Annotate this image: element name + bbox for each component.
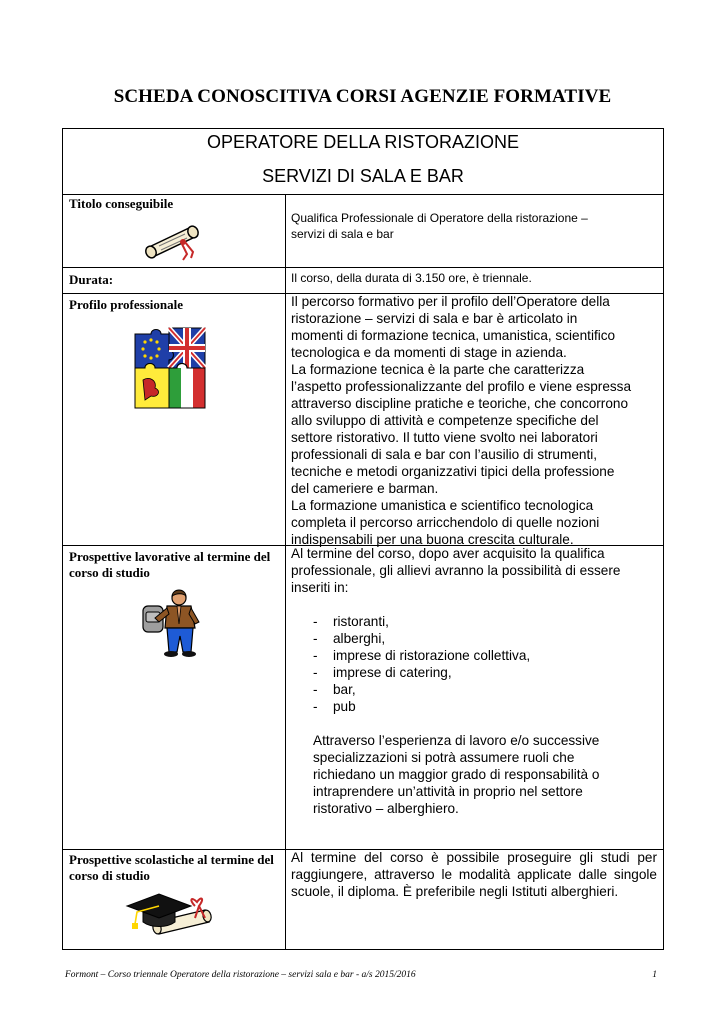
label-titolo: Titolo conseguibile bbox=[69, 196, 174, 211]
course-name: OPERATORE DELLA RISTORAZIONE bbox=[206, 132, 520, 152]
lavorative-list bbox=[313, 613, 657, 715]
list-item: - ristoranti, bbox=[313, 613, 657, 630]
scolastiche-content: Al termine del corso è possibile proseguire gli studi per raggiungere, attraverso le modalità applicate dalle singole scuole, il diploma. È preferibile negli Istituti alberghieri. bbox=[291, 850, 657, 899]
page-number: 1 bbox=[652, 970, 657, 980]
row-profilo bbox=[63, 294, 663, 546]
student-backpack-icon bbox=[139, 588, 211, 660]
page-footer bbox=[65, 970, 657, 980]
footer-text: Formont – Corso triennale Operatore della ristorazione – servizi sala e bar - a/s 2015/2016 bbox=[65, 970, 416, 980]
document-title: SCHEDA CONOSCITIVA CORSI AGENZIE FORMATIVE bbox=[113, 86, 612, 107]
row-titolo bbox=[63, 194, 663, 268]
course-subtitle: SERVIZI DI SALA E BAR bbox=[262, 166, 464, 186]
graduation-cap-icon bbox=[125, 888, 221, 940]
durata-content: Il corso, della durata di 3.150 ore, è triennale. bbox=[291, 271, 532, 285]
course-header bbox=[63, 129, 663, 195]
list-item: - imprese di catering, bbox=[313, 664, 657, 681]
row-durata bbox=[63, 268, 663, 294]
list-item: - pub bbox=[313, 698, 657, 715]
row-scolastiche bbox=[63, 850, 663, 949]
course-table bbox=[62, 128, 664, 950]
lavorative-outro: Attraverso l’esperienza di lavoro e/o successive specializzazioni si potrà assumere ruoli che richiedano un maggior grado di responsabilità o intraprendere un’attività in proprio nel settore ristorativo – alberghiero. bbox=[313, 733, 600, 816]
profilo-content: Il percorso formativo per il profilo dell’Operatore della ristorazione – servizi di sala e bar è articolato in momenti di formazione tecnica, umanistica, scientifico tecnologica e da momenti di stage in azienda. La formazione tecnica è la parte che caratterizza l’aspetto professionalizzante del profilo e viene espressa attraverso discipline pratiche e teoriche, che concorrono allo sviluppo di attività e competenze specifiche del settore ristorativo. Il tutto viene svolto nei laboratori professionali di sala e bar con l’ausilio di strumenti, tecniche e metodi organizzativi tipici della professione del cameriere e barman. La formazione umanistica e scientifico tecnologica completa il percorso arricchendolo di quelle nozioni indispensabili per una buona crescita culturale. bbox=[291, 294, 632, 547]
list-item: - alberghi, bbox=[313, 630, 657, 647]
list-item: - bar, bbox=[313, 681, 657, 698]
flags-puzzle-icon bbox=[129, 324, 211, 412]
label-scolastiche: Prospettive scolastiche al termine del corso di studio bbox=[69, 852, 274, 883]
row-lavorative bbox=[63, 546, 663, 850]
lavorative-intro: Al termine del corso, dopo aver acquisito la qualifica professionale, gli allievi avranno la possibilità di essere inseriti in: bbox=[291, 546, 621, 595]
label-profilo: Profilo professionale bbox=[69, 297, 183, 312]
label-durata: Durata: bbox=[69, 272, 114, 287]
diploma-scroll-icon bbox=[141, 220, 205, 262]
titolo-content: Qualifica Professionale di Operatore della ristorazione – servizi di sala e bar bbox=[291, 211, 588, 241]
list-item: - imprese di ristorazione collettiva, bbox=[313, 647, 657, 664]
label-lavorative: Prospettive lavorative al termine del corso di studio bbox=[69, 549, 271, 580]
